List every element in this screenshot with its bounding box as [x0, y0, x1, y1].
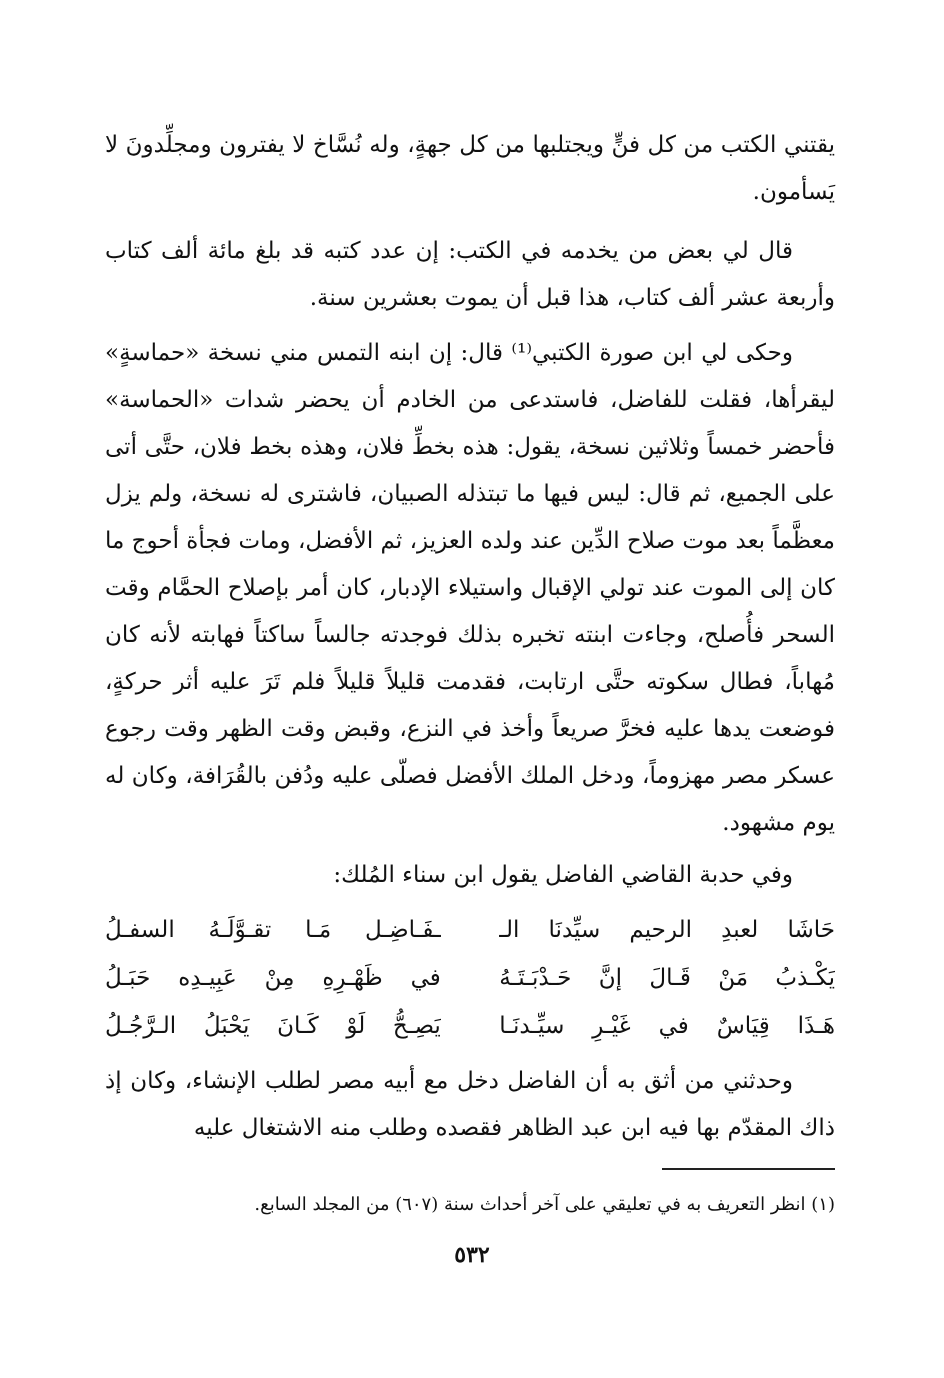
verse-first-hemistich: هَـذَا قِيَاسٌ في غَيْـرِ سيِّـدنَـا — [499, 1013, 835, 1039]
paragraph-5: وحدثني من أثق به أن الفاضل دخل مع أبيه مصر لطلب الإنشاء، وكان إذ ذاك المقدّم بها فيه ابن عبد الظاهر فقصده وطلب منه الاشتغال عليه — [105, 1068, 835, 1141]
verse-line — [105, 1002, 835, 1050]
paragraph-4-verse-intro: وفي حدبة القاضي الفاضل يقول ابن سناء المُلك: — [333, 862, 793, 888]
footnote-divider — [662, 1168, 835, 1170]
poem-verses — [105, 906, 835, 1050]
paragraph-2: قال لي بعض من يخدمه في الكتب: إن عدد كتبه قد بلغ مائة ألف كتاب وأربعة عشر ألف كتاب، هذا قبل أن يموت بعشرين سنة. — [105, 238, 835, 311]
verse-first-hemistich: حَاشَا لعبدِ الرحيم سيِّدنَا الـ — [499, 917, 835, 943]
verse-second-hemistich: في ظَهْـرِهِ مِنْ عَبِيـدِه حَبَـلُ — [105, 965, 441, 991]
verse-second-hemistich: يَصِـحُّ لَوْ كَـانَ يَحْبَلُ الـرَّجُـلُ — [105, 1013, 441, 1039]
verse-second-hemistich: ـفَـاضِـل مَـا تقـوَّلَـهُ السفـلُ — [105, 917, 441, 943]
verse-line — [105, 954, 835, 1002]
verse-first-hemistich: يَكْـذبُ مَنْ قَـالَ إنَّ حَـدْبَـتَـهُ — [499, 965, 835, 991]
verse-line — [105, 906, 835, 954]
footnote: (١) انظر التعريف به في تعليقي على آخر أحداث سنة (٦٠٧) من المجلد السابع. — [254, 1194, 835, 1215]
paragraph-1: يقتني الكتب من كل فنٍّ ويجتلبها من كل جهةٍ، وله نُسَّاخ لا يفترون ومجلِّدونَ لا يَسأمون. — [105, 132, 835, 205]
page-number: ٥٣٢ — [454, 1242, 490, 1268]
paragraph-3: وحكى لي ابن صورة الكتبي⁽¹⁾ قال: إن ابنه التمس مني نسخة «حماسةٍ» ليقرأها، فقلت للفاضل، فاستدعى من الخادم أن يحضر شدات «الحماسة» فأحضر خمساً وثلاثين نسخة، يقول: هذه بخطِّ فلان، وهذه بخط فلان، حتَّى أتى على الجميع، ثم قال: ليس فيها ما تبتذله الصبيان، فاشترى له نسخة، ولم يزل معظَّماً بعد موت صلاح الدِّين عند ولده العزيز، ثم الأفضل، ومات فجأة أحوج ما كان إلى الموت عند تولي الإقبال واستيلاء الإدبار، كان أمر بإصلاح الحمَّام وقت السحر فأُصلح، وجاءت ابنته تخبره بذلك فوجدته جالساً ساكتاً فهابته لأنه كان مُهاباً، فطال سكوته حتَّى ارتابت، فقدمت قليلاً قليلاً فلم تَرَ عليه أثر حركةٍ، فوضعت يدها عليه فخرَّ صريعاً وأخذ في النزع، وقبض وقت الظهر وقت رجوع عسكر مصر مهزوماً، ودخل الملك الأفضل فصلّى عليه ودُفن بالقُرَافة، وكان له يوم مشهود. — [105, 340, 835, 836]
